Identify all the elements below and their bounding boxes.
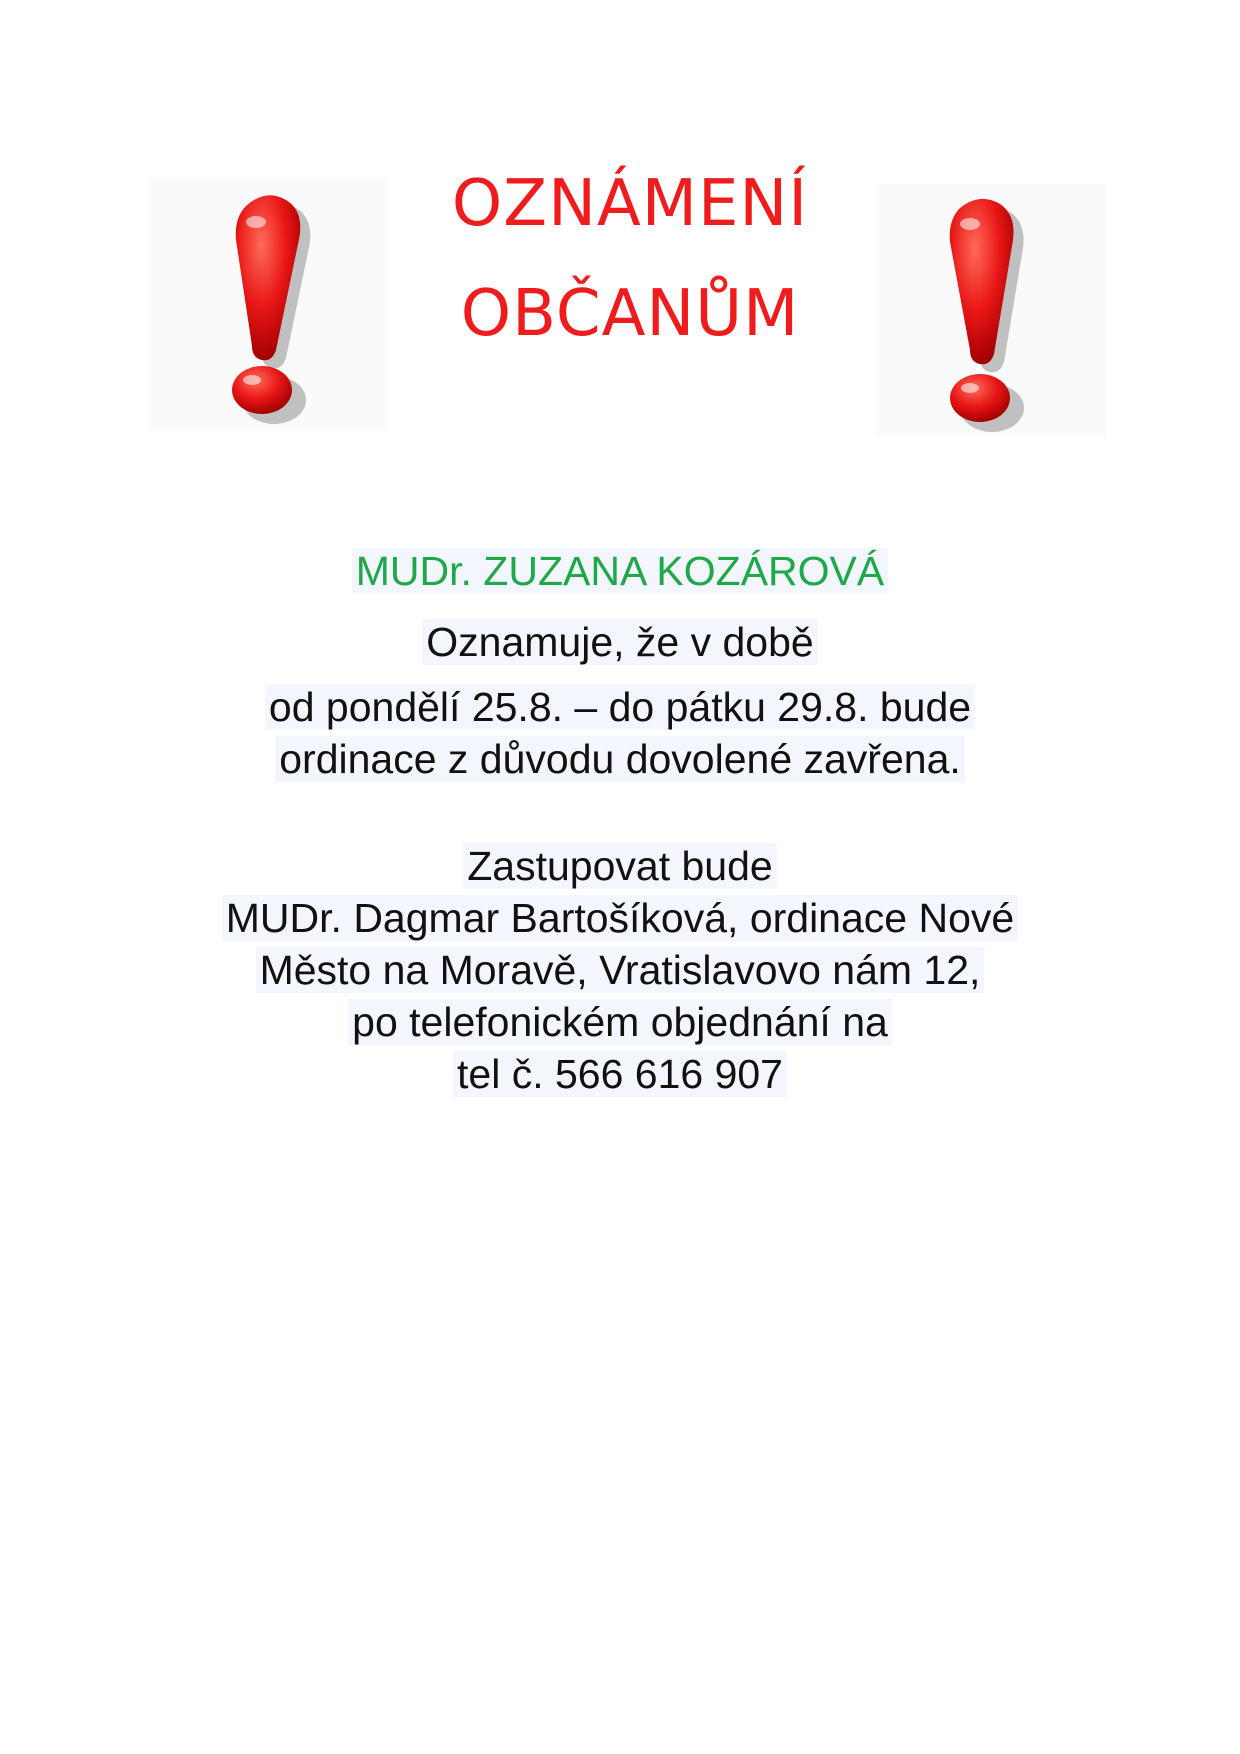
period-text: od pondělí 25.8. – do pátku 29.8. bude [0, 681, 1240, 733]
doctor-name: MUDr. ZUZANA KOZÁROVÁ [0, 545, 1240, 597]
substitute-line-1: MUDr. Dagmar Bartošíková, ordinace Nové [0, 892, 1240, 944]
page-title-line-2: OBČANŮM [460, 277, 800, 351]
exclamation-icon [148, 178, 388, 430]
phone-number: tel č. 566 616 907 [0, 1048, 1240, 1100]
appointment-text: po telefonickém objednání na [0, 996, 1240, 1048]
page-title-line-1: OZNÁMENÍ [451, 167, 809, 241]
closure-text: ordinace z důvodu dovolené zavřena. [0, 733, 1240, 785]
exclamation-icon-right [876, 184, 1106, 436]
substitute-line-2: Město na Moravě, Vratislavovo nám 12, [0, 944, 1240, 996]
substitute-label: Zastupovat bude [0, 840, 1240, 892]
intro-text: Oznamuje, že v době [0, 616, 1240, 668]
exclamation-icon [876, 184, 1106, 436]
exclamation-icon-left [148, 178, 388, 430]
